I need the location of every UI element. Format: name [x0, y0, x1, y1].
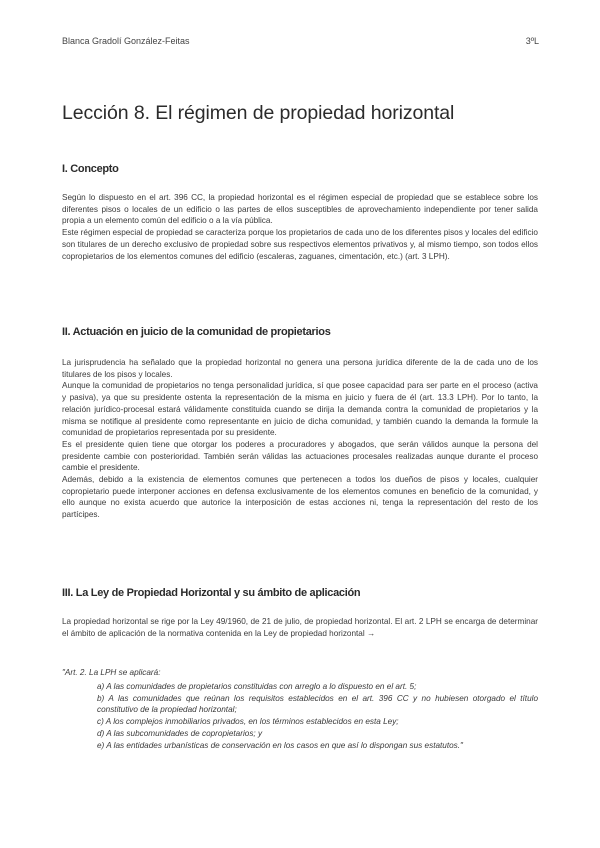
quote-item: d) A las subcomunidades de copropietarios; y: [97, 728, 263, 738]
paragraph-text: Este régimen especial de propiedad se caracteriza porque los propietarios de cada uno de los diferentes pisos y locales del edificio son titulares de un derecho exclusivo de propiedad sobre sus respectivos elementos privativos y, al mismo tiempo, son todos ellos copropietarios de los elementos comunes del edificio (escaleras, zaguanes, cimentación, etc.) (art. 3 LPH).: [62, 228, 538, 261]
quote-item: a) A las comunidades de propietarios constituidas con arreglo a lo dispuesto en el art. 5;: [97, 682, 417, 691]
paragraph: [62, 192, 538, 262]
paragraph-text: La propiedad horizontal se rige por la Ley 49/1960, de 21 de julio, de propiedad horizontal. El art. 2 LPH se encarga de determinar el ámbito de aplicación de la normativa contenida en la Ley de propiedad horizontal →: [62, 617, 538, 638]
header-course: 3ºL: [525, 36, 539, 46]
section-heading-actuacion: II. Actuación en juicio de la comunidad de propietarios: [62, 326, 331, 338]
quote-intro: "Art. 2. La LPH se aplicará:: [62, 668, 161, 677]
paragraph-text: Aunque la comunidad de propietarios no tenga personalidad jurídica, sí que posee capacidad para ser parte en el proceso (activa y pasiva), ya que su presidente ostenta la representación de la misma en juicio y fuera de él (art. 13.3 LPH). Por lo tanto, la relación jurídico-procesal estará válidamente constituida cuando se dirija la demanda contra la comunidad de propietarios y la misma se notifique al presidente como representante en juicio de dicha comunidad, y también cuando la demanda la formule la comunidad de propietarios representada por su presidente.: [62, 381, 538, 438]
header-author: Blanca Gradolí González-Feitas: [62, 36, 190, 46]
paragraph-text: Según lo dispuesto en el art. 396 CC, la propiedad horizontal es el régimen especial de propiedad que se establece sobre los diferentes pisos o locales de un edificio o las partes de ellos susceptibles de aprovechamiento independiente por tener salida propia a un elemento común del edificio o a la vía pública.: [62, 193, 538, 226]
quote-list: [97, 681, 538, 751]
paragraph-text: Además, debido a la existencia de elementos comunes que pertenecen a todos los dueños de pisos y locales, cualquier copropietario puede interponer acciones en defensa exclusivamente de los elementos comunes en beneficio de la comunidad, y ello aunque no exista acuerdo que autorice la interposición de estas acciones ni, tenga la representación del resto de los partícipes.: [62, 475, 538, 520]
section-heading-concepto: I. Concepto: [62, 163, 119, 175]
document-title: Lección 8. El régimen de propiedad horizontal: [62, 102, 455, 124]
quote-item: b) A las comunidades que reúnan los requisitos establecidos en el art. 396 CC y no hubiesen otorgado el título constitutivo de la propiedad horizontal;: [97, 693, 538, 715]
section-heading-ley: III. La Ley de Propiedad Horizontal y su ámbito de aplicación: [62, 587, 361, 599]
paragraph: [62, 357, 538, 521]
quote-item: e) A las entidades urbanísticas de conservación en los casos en que así lo dispongan sus estatutos.": [97, 740, 463, 750]
paragraph: [62, 616, 538, 639]
paragraph-text: Es el presidente quien tiene que otorgar los poderes a procuradores y abogados, que serán válidos aunque la persona del presidente cambie con posterioridad. También serán válidas las actuaciones procesales realizadas aunque durante el proceso cambie el presidente.: [62, 439, 538, 473]
quote-item: c) A los complejos inmobiliarios privados, en los términos establecidos en esta Ley;: [97, 717, 399, 727]
paragraph-text: La jurisprudencia ha señalado que la propiedad horizontal no genera una persona jurídica diferente de la de cada uno de los titulares de los pisos y locales.: [62, 358, 538, 379]
